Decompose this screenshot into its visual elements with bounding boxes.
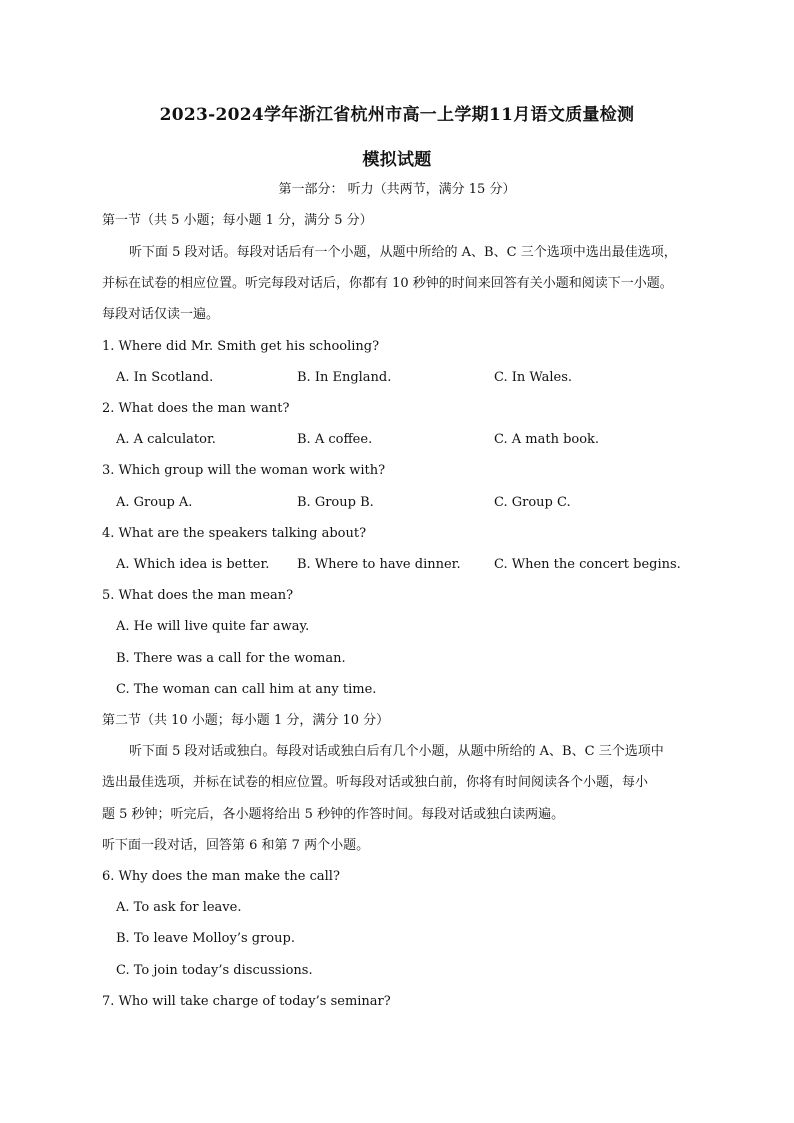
section-two-heading: 第二节（共 10 小题；每小题 1 分，满分 10 分） — [102, 713, 390, 728]
section-one-instruction-line: 每段对话仅读一遍。 — [102, 307, 220, 322]
question-4-option-a: A. Which idea is better. — [116, 557, 270, 572]
section-two-instruction-line: 选出最佳选项，并标在试卷的相应位置。听每段对话或独白前，你将有时间阅读各个小题，每小 — [102, 775, 649, 790]
section-one-heading: 第一节（共 5 小题；每小题 1 分，满分 5 分） — [102, 213, 373, 228]
question-3-option-a: A. Group A. — [116, 495, 193, 510]
section-two-instruction-line: 题 5 秒钟；听完后，各小题将给出 5 秒钟的作答时间。每段对话或独白读两遍。 — [102, 807, 565, 822]
question-1-option-b: B. In England. — [297, 370, 392, 385]
question-4-option-b: B. Where to have dinner. — [297, 557, 461, 572]
question-1-option-c: C. In Wales. — [494, 370, 573, 385]
question-5: 5. What does the man mean? — [102, 588, 294, 603]
question-3-option-c: C. Group C. — [494, 495, 571, 510]
question-2-option-c: C. A math book. — [494, 432, 600, 447]
section-two-sub-instruction: 听下面一段对话，回答第 6 和第 7 两个小题。 — [102, 838, 370, 853]
section-one-instruction-line: 听下面 5 段对话。每段对话后有一个小题，从题中所给的 A、B、C 三个选项中选出最佳选项， — [129, 245, 677, 260]
part-one-heading: 第一部分： 听力（共两节，满分 15 分） — [278, 182, 516, 197]
section-two-instruction-line: 听下面 5 段对话或独白。每段对话或独白后有几个小题，从题中所给的 A、B、C 三个选项中 — [129, 744, 664, 759]
question-5-option-a: A. He will live quite far away. — [116, 619, 310, 634]
question-5-option-b: B. There was a call for the woman. — [116, 651, 346, 666]
exam-subtitle: 模拟试题 — [362, 150, 432, 170]
question-1-option-a: A. In Scotland. — [116, 370, 214, 385]
question-6-option-b: B. To leave Molloy’s group. — [116, 931, 295, 946]
question-6-option-a: A. To ask for leave. — [116, 900, 242, 915]
question-5-option-c: C. The woman can call him at any time. — [116, 682, 377, 697]
question-3: 3. Which group will the woman work with? — [102, 463, 386, 478]
question-2-option-a: A. A calculator. — [116, 432, 216, 447]
question-3-option-b: B. Group B. — [297, 495, 374, 510]
section-one-instruction-line: 并标在试卷的相应位置。听完每段对话后，你都有 10 秒钟的时间来回答有关小题和阅读下一小题。 — [102, 276, 673, 291]
question-6: 6. Why does the man make the call? — [102, 869, 340, 884]
question-4: 4. What are the speakers talking about? — [102, 526, 367, 541]
question-6-option-c: C. To join today’s discussions. — [116, 963, 313, 978]
question-2-option-b: B. A coffee. — [297, 432, 373, 447]
question-7: 7. Who will take charge of today’s seminar? — [102, 994, 391, 1009]
question-2: 2. What does the man want? — [102, 401, 290, 416]
question-4-option-c: C. When the concert begins. — [494, 557, 681, 572]
exam-title: 2023-2024学年浙江省杭州市高一上学期11月语文质量检测 — [159, 105, 635, 125]
question-1: 1. Where did Mr. Smith get his schooling? — [102, 339, 380, 354]
